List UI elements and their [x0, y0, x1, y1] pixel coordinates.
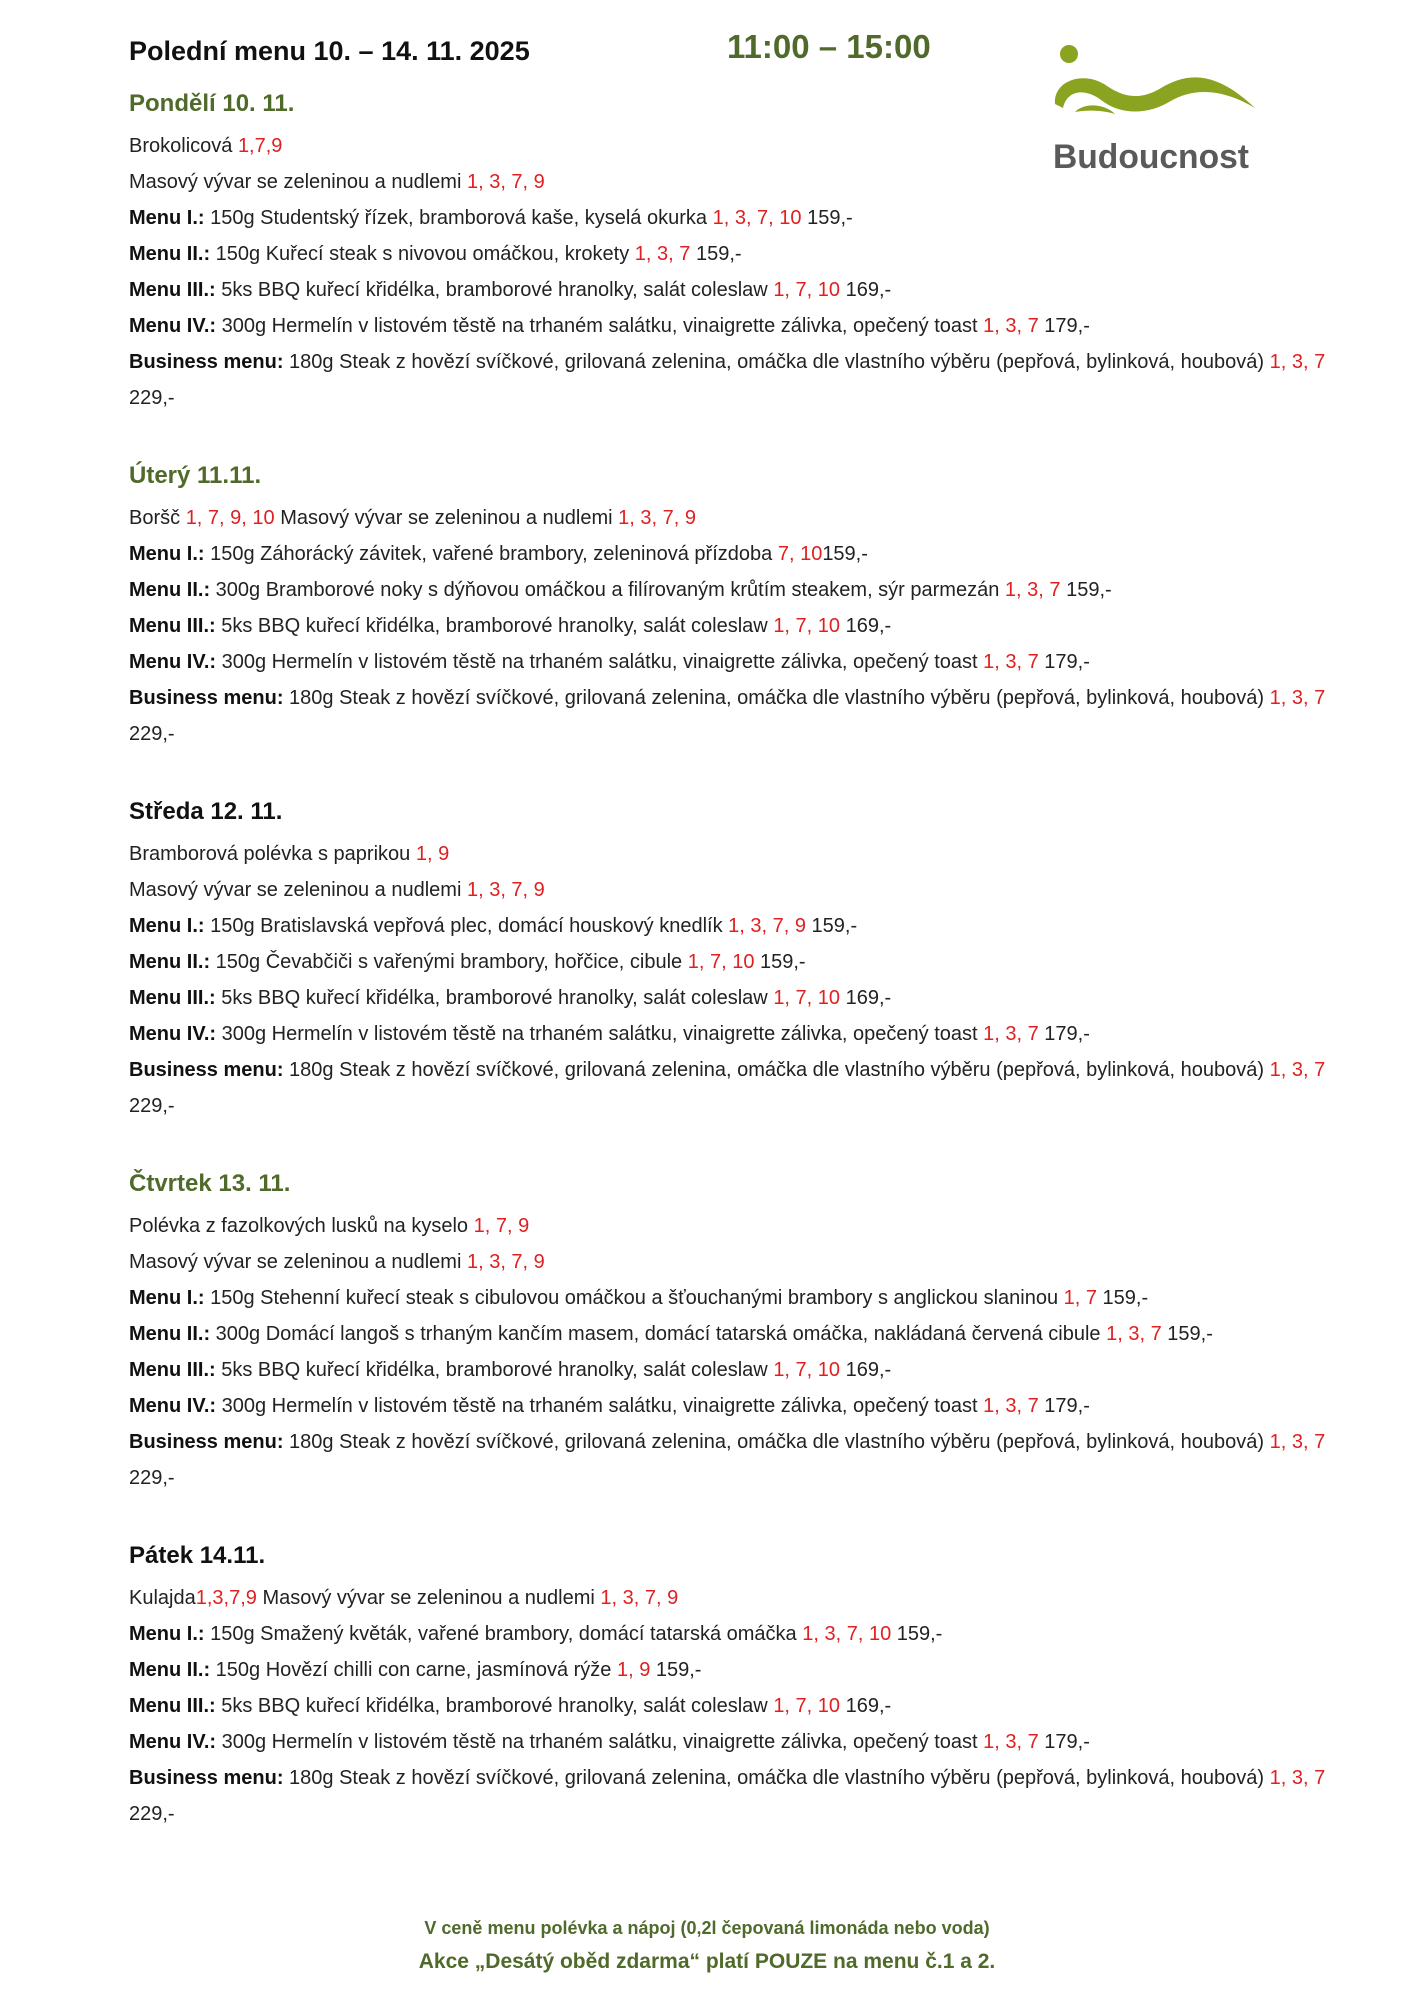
allergens: 1, 3, 7, 9: [618, 507, 696, 529]
soup-item: [129, 164, 1369, 200]
price: 229,-: [129, 1095, 175, 1117]
dish-text: 150g Kuřecí steak s nivovou omáčkou, krokety: [210, 243, 635, 265]
menu-item: [129, 608, 1369, 644]
soup-item: [129, 500, 1369, 536]
price: 229,-: [129, 1803, 175, 1825]
allergens: 1, 3, 7, 9: [600, 1587, 679, 1609]
menu-label: Menu III.:: [129, 1695, 216, 1717]
menu-item: [129, 1724, 1369, 1760]
dish-text: Masový vývar se zeleninou a nudlemi: [256, 1587, 601, 1609]
allergens: 1, 3, 7, 10: [712, 207, 802, 229]
price: 229,-: [129, 387, 175, 409]
price: 159,-: [801, 207, 853, 229]
menu-label: Menu IV.:: [129, 1395, 217, 1417]
allergens: 1, 3, 7: [1269, 1431, 1326, 1453]
allergens: 1, 7, 10: [773, 279, 841, 301]
allergens: 1, 3, 7, 9: [728, 915, 806, 937]
menu-label: Menu IV.:: [129, 1023, 217, 1045]
dish-text: Boršč: [129, 507, 186, 529]
dish-text: 180g Steak z hovězí svíčkové, grilovaná zelenina, omáčka dle vlastního výběru (pepřová, bylinková, houbová): [283, 1431, 1270, 1453]
dish-text: 180g Steak z hovězí svíčkové, grilovaná zelenina, omáčka dle vlastního výběru (pepřová, bylinková, houbová): [283, 1059, 1270, 1081]
dish-text: Masový vývar se zeleninou a nudlemi: [274, 507, 619, 529]
menu-label: Menu III.:: [129, 987, 216, 1009]
menu-item: [129, 308, 1369, 344]
dish-text: 300g Hermelín v listovém těstě na trhaném salátku, vinaigrette zálivka, opečený toast: [216, 1731, 984, 1753]
price: 179,-: [1038, 315, 1090, 337]
allergens: 1, 3, 7: [1269, 1767, 1326, 1789]
menu-label: Menu IV.:: [129, 651, 217, 673]
menu-label: Menu II.:: [129, 243, 211, 265]
menu-item: [129, 1688, 1369, 1724]
allergens: 1, 7, 9: [473, 1215, 530, 1237]
price: 169,-: [840, 987, 892, 1009]
allergens: 1, 9: [616, 1659, 651, 1681]
page-title: Polední menu 10. – 14. 11. 2025: [129, 36, 530, 66]
dish-text: 300g Bramborové noky s dýňovou omáčkou a filírovaným krůtím steakem, sýr parmezán: [210, 579, 1005, 601]
menu-item: [129, 1316, 1369, 1352]
footer-note: V ceně menu polévka a nápoj (0,2l čepovaná limonáda nebo voda): [424, 1918, 990, 1938]
price: 179,-: [1038, 1731, 1090, 1753]
allergens: 1, 7, 10: [773, 1695, 841, 1717]
allergens: 1, 7: [1063, 1287, 1097, 1309]
allergens: 7, 10: [777, 543, 823, 565]
price: 159,-: [806, 915, 858, 937]
allergens: 1, 3, 7, 10: [802, 1623, 892, 1645]
price: 159,-: [822, 543, 868, 565]
dish-text: 180g Steak z hovězí svíčkové, grilovaná zelenina, omáčka dle vlastního výběru (pepřová, bylinková, houbová): [283, 1767, 1270, 1789]
allergens: 1, 3, 7: [1269, 1059, 1326, 1081]
price: 179,-: [1038, 1395, 1090, 1417]
menu-label: Menu II.:: [129, 1659, 211, 1681]
allergens: 1, 3, 7: [1269, 351, 1326, 373]
dish-text: 5ks BBQ kuřecí křidélka, bramborové hranolky, salát coleslaw: [215, 615, 774, 637]
dish-text: Bramborová polévka s paprikou: [129, 843, 416, 865]
dish-text: 300g Hermelín v listovém těstě na trhaném salátku, vinaigrette zálivka, opečený toast: [216, 1023, 984, 1045]
allergens: 1,7,9: [237, 135, 283, 157]
day-title: Středa 12. 11.: [129, 798, 283, 825]
dish-text: 5ks BBQ kuřecí křidélka, bramborové hranolky, salát coleslaw: [215, 279, 774, 301]
soup-item: [129, 836, 1369, 872]
menu-item: [129, 1016, 1369, 1052]
allergens: 1, 3, 7, 9: [466, 879, 545, 901]
dish-text: 150g Záhorácký závitek, vařené brambory, zeleninová přízdoba: [204, 543, 778, 565]
dish-text: 180g Steak z hovězí svíčkové, grilovaná zelenina, omáčka dle vlastního výběru (pepřová, bylinková, houbová): [283, 351, 1270, 373]
day-section: [129, 460, 1369, 752]
dish-text: 150g Smažený květák, vařené brambory, domácí tatarská omáčka: [204, 1623, 803, 1645]
dish-text: Masový vývar se zeleninou a nudlemi: [129, 879, 467, 901]
price: 169,-: [840, 1695, 892, 1717]
day-title: Úterý 11.11.: [129, 462, 262, 489]
menu-label: Menu I.:: [129, 543, 205, 565]
footer-promo: Akce „Desátý oběd zdarma“ platí POUZE na menu č.1 a 2.: [418, 1950, 996, 1973]
allergens: 1, 3, 7: [983, 1395, 1039, 1417]
allergens: 1, 9: [415, 843, 450, 865]
allergens: 1, 3, 7, 9: [466, 1251, 545, 1273]
menu-item: [129, 272, 1369, 308]
allergens: 1, 3, 7: [983, 651, 1039, 673]
price: 159,-: [650, 1659, 702, 1681]
menu-item: [129, 1052, 1369, 1124]
menu-item: [129, 1652, 1369, 1688]
menu-item: [129, 680, 1369, 752]
menu-item: [129, 1280, 1369, 1316]
menu-label: Business menu:: [129, 1059, 284, 1081]
menu-label: Menu IV.:: [129, 315, 217, 337]
menu-item: [129, 536, 1369, 572]
price: 159,-: [690, 243, 742, 265]
menu-item: [129, 644, 1369, 680]
menu-label: Menu I.:: [129, 1623, 205, 1645]
day-section: [129, 1540, 1369, 1832]
menu-item: [129, 572, 1369, 608]
soup-item: [129, 1580, 1369, 1616]
allergens: 1, 3, 7: [983, 1023, 1039, 1045]
soup-item: [129, 872, 1369, 908]
price: 159,-: [754, 951, 806, 973]
price: 159,-: [891, 1623, 943, 1645]
menu-item: [129, 236, 1369, 272]
menu-label: Menu I.:: [129, 1287, 205, 1309]
allergens: 1, 3, 7: [1004, 579, 1061, 601]
logo-text: Budoucnost: [1053, 138, 1249, 176]
dish-text: 5ks BBQ kuřecí křidélka, bramborové hranolky, salát coleslaw: [215, 987, 774, 1009]
dish-text: 5ks BBQ kuřecí křidélka, bramborové hranolky, salát coleslaw: [215, 1359, 774, 1381]
dish-text: 150g Studentský řízek, bramborová kaše, kyselá okurka: [204, 207, 713, 229]
price: 169,-: [840, 1359, 892, 1381]
allergens: 1, 3, 7: [634, 243, 691, 265]
allergens: 1, 7, 10: [773, 987, 841, 1009]
dish-text: 150g Čevabčiči s vařenými brambory, hořčice, cibule: [210, 951, 688, 973]
price: 159,-: [1097, 1287, 1149, 1309]
menu-label: Menu II.:: [129, 1323, 211, 1345]
soup-item: [129, 1244, 1369, 1280]
price: 179,-: [1038, 1023, 1090, 1045]
menu-label: Menu III.:: [129, 615, 216, 637]
allergens: 1,3,7,9: [195, 1587, 257, 1609]
menu-item: [129, 908, 1369, 944]
menu-item: [129, 1388, 1369, 1424]
price: 169,-: [840, 615, 892, 637]
dish-text: 180g Steak z hovězí svíčkové, grilovaná zelenina, omáčka dle vlastního výběru (pepřová, bylinková, houbová): [283, 687, 1270, 709]
menu-label: Menu III.:: [129, 1359, 216, 1381]
day-title: Pátek 14.11.: [129, 1542, 266, 1569]
menu-label: Business menu:: [129, 1767, 284, 1789]
allergens: 1, 7, 10: [773, 615, 841, 637]
allergens: 1, 3, 7: [983, 315, 1039, 337]
allergens: 1, 3, 7, 9: [466, 171, 545, 193]
allergens: 1, 7, 10: [773, 1359, 841, 1381]
price: 179,-: [1038, 651, 1090, 673]
menu-label: Menu IV.:: [129, 1731, 217, 1753]
dish-text: 150g Stehenní kuřecí steak s cibulovou omáčkou a šťouchanými brambory s anglickou slaninou: [204, 1287, 1064, 1309]
soup-item: [129, 128, 1369, 164]
logo-dot: [1060, 45, 1078, 63]
dish-text: Masový vývar se zeleninou a nudlemi: [129, 171, 467, 193]
menu-label: Business menu:: [129, 351, 284, 373]
dish-text: Masový vývar se zeleninou a nudlemi: [129, 1251, 467, 1273]
price: 159,-: [1161, 1323, 1213, 1345]
dish-text: Kulajda: [129, 1587, 196, 1609]
allergens: 1, 3, 7: [983, 1731, 1039, 1753]
price: 229,-: [129, 723, 175, 745]
menu-item: [129, 344, 1369, 416]
dish-text: 300g Hermelín v listovém těstě na trhaném salátku, vinaigrette zálivka, opečený toast: [216, 651, 984, 673]
opening-hours: 11:00 – 15:00: [727, 28, 931, 65]
price: 229,-: [129, 1467, 175, 1489]
day-section: [129, 796, 1369, 1124]
menu-item: [129, 980, 1369, 1016]
allergens: 1, 7, 9, 10: [185, 507, 275, 529]
price: 169,-: [840, 279, 892, 301]
menu-item: [129, 1352, 1369, 1388]
day-title: Pondělí 10. 11.: [129, 90, 295, 117]
dish-text: 300g Domácí langoš s trhaným kančím masem, domácí tatarská omáčka, nakládaná červená cibule: [210, 1323, 1107, 1345]
menu-item: [129, 1760, 1369, 1832]
menu-content: [129, 88, 1369, 1876]
allergens: 1, 7, 10: [687, 951, 755, 973]
menu-item: [129, 1616, 1369, 1652]
dish-text: Polévka z fazolkových lusků na kyselo: [129, 1215, 474, 1237]
menu-label: Menu II.:: [129, 579, 211, 601]
allergens: 1, 3, 7: [1269, 687, 1326, 709]
menu-label: Menu I.:: [129, 207, 205, 229]
allergens: 1, 3, 7: [1106, 1323, 1162, 1345]
day-title: Čtvrtek 13. 11.: [129, 1170, 291, 1197]
menu-label: Menu III.:: [129, 279, 216, 301]
menu-item: [129, 200, 1369, 236]
menu-label: Menu I.:: [129, 915, 205, 937]
dish-text: 300g Hermelín v listovém těstě na trhaném salátku, vinaigrette zálivka, opečený toast: [216, 315, 984, 337]
menu-label: Business menu:: [129, 687, 284, 709]
soup-item: [129, 1208, 1369, 1244]
dish-text: 5ks BBQ kuřecí křidélka, bramborové hranolky, salát coleslaw: [215, 1695, 774, 1717]
dish-text: 150g Bratislavská vepřová plec, domácí houskový knedlík: [204, 915, 729, 937]
menu-label: Menu II.:: [129, 951, 211, 973]
day-section: [129, 88, 1369, 416]
menu-item: [129, 944, 1369, 980]
menu-item: [129, 1424, 1369, 1496]
menu-label: Business menu:: [129, 1431, 284, 1453]
price: 159,-: [1060, 579, 1112, 601]
dish-text: 300g Hermelín v listovém těstě na trhaném salátku, vinaigrette zálivka, opečený toast: [216, 1395, 984, 1417]
dish-text: 150g Hovězí chilli con carne, jasmínová rýže: [210, 1659, 617, 1681]
dish-text: Brokolicová: [129, 135, 238, 157]
day-section: [129, 1168, 1369, 1496]
